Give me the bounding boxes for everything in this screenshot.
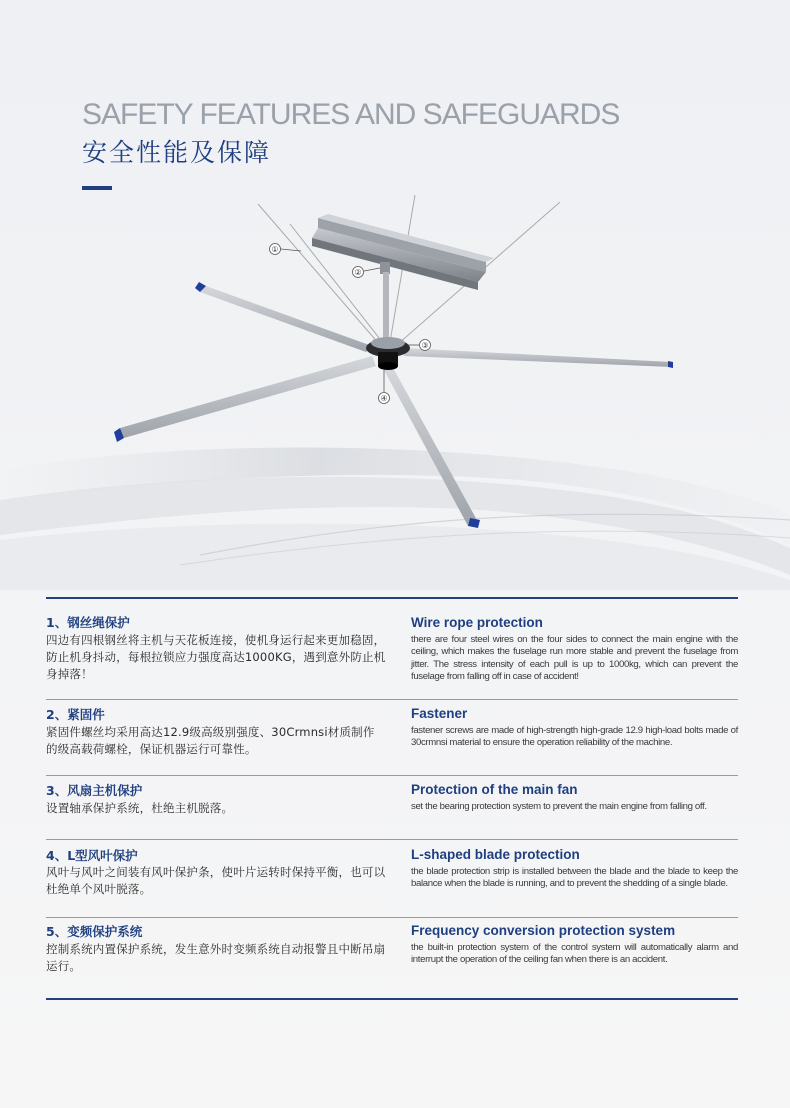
feature-1-cn-title: 1、钢丝绳保护 bbox=[46, 615, 130, 630]
feature-2-cn-body: 紧固件螺丝均采用高达12.9级高级别强度、30Crmnsi材质制作的级高载荷螺栓，保证机器运行可靠性。 bbox=[46, 725, 375, 756]
feature-2-cn-title: 2、紧固件 bbox=[46, 707, 105, 722]
table-bottom-rule bbox=[46, 998, 738, 1000]
callout-2 bbox=[353, 267, 381, 278]
feature-divider bbox=[46, 917, 738, 918]
feature-5-en-title: Frequency conversion protection system bbox=[411, 923, 676, 938]
feature-3-cn-body: 设置轴承保护系统，杜绝主机脱落。 bbox=[46, 801, 234, 815]
table-top-rule bbox=[46, 597, 738, 599]
feature-4-cn-title: 4、L型风叶保护 bbox=[46, 848, 138, 863]
page-title-english: SAFETY FEATURES AND SAFEGUARDS bbox=[82, 98, 620, 131]
feature-2-en-title: Fastener bbox=[411, 706, 468, 721]
svg-text:④: ④ bbox=[380, 394, 388, 403]
feature-3-cn-title: 3、风扇主机保护 bbox=[46, 783, 143, 798]
down-rod bbox=[383, 272, 389, 340]
feature-divider bbox=[46, 775, 738, 776]
feature-3-en-body: set the bearing protection system to prevent the main engine from falling off. bbox=[411, 801, 707, 812]
feature-1-en-body: there are four steel wires on the four sides to connect the main engine with the ceiling, which makes the fuselage run more stable and prevent the fuselage from jitter. The stress intensity of each pull is up to 1000kg, which can prevent the fuselage from falling off in case of accident! bbox=[411, 634, 738, 683]
svg-text:②: ② bbox=[354, 268, 362, 277]
feature-3-en-title: Protection of the main fan bbox=[411, 782, 578, 797]
feature-divider bbox=[46, 699, 738, 700]
svg-text:③: ③ bbox=[421, 341, 429, 350]
feature-4-en-body: the blade protection strip is installed between the blade and the blade to keep the balance when the blade is running, and to prevent the shedding of a single blade. bbox=[411, 866, 738, 890]
background-swoosh bbox=[0, 448, 790, 591]
page-title-chinese: 安全性能及保障 bbox=[82, 138, 272, 167]
feature-5-cn-body: 控制系统内置保护系统，发生意外时变频系统自动报警且中断吊扇运行。 bbox=[46, 942, 386, 973]
feature-1-cn-body: 四边有四根钢丝将主机与天花板连接，使机身运行起来更加稳固，防止机身抖动，每根拉锁应力强度高达1000KG，遇到意外防止机身掉落！ bbox=[46, 633, 386, 681]
svg-text:①: ① bbox=[271, 245, 279, 254]
feature-5-cn-title: 5、变频保护系统 bbox=[46, 924, 143, 939]
feature-5-en-body: the built-in protection system of the control system will automatically alarm and interrupt the operation of the ceiling fan when there is an accident. bbox=[411, 942, 738, 966]
feature-divider bbox=[46, 839, 738, 840]
feature-2-en-body: fastener screws are made of high-strength high-grade 12.9 high-load bolts made of 30crmnsi material to ensure the operation reliability of the machine. bbox=[411, 725, 738, 749]
feature-1-en-title: Wire rope protection bbox=[411, 615, 543, 630]
ceiling-fan-illustration bbox=[0, 190, 790, 590]
i-beam bbox=[312, 214, 494, 290]
feature-4-en-title: L-shaped blade protection bbox=[411, 847, 580, 862]
feature-4-cn-body: 风叶与风叶之间装有风叶保护条，使叶片运转时保持平衡，也可以杜绝单个风叶脱落。 bbox=[46, 865, 386, 896]
